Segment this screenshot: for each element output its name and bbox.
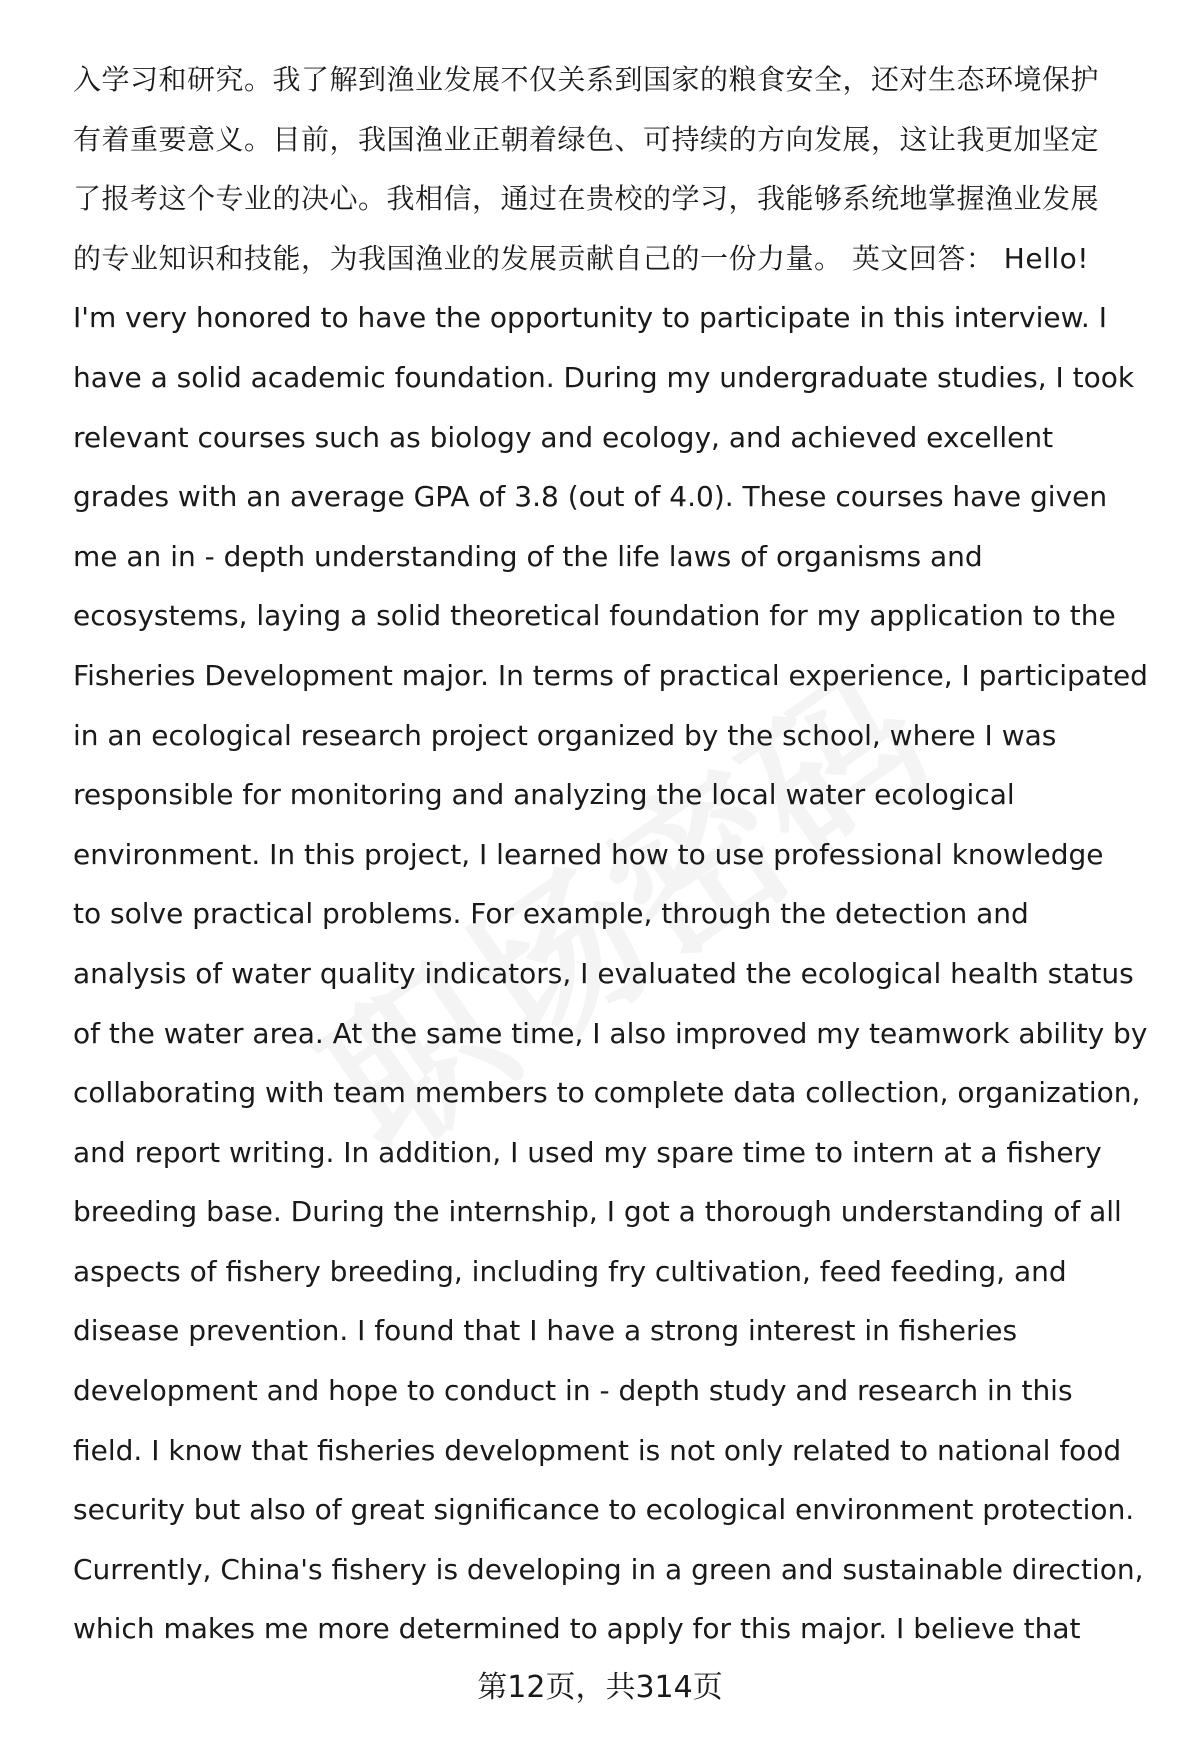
text-line: 的专业知识和技能，为我国渔业的发展贡献自己的一份力量。 英文回答： Hello! <box>73 241 1089 275</box>
text-line: me an in - depth understanding of the life laws of organisms and <box>73 539 983 573</box>
text-line: field. I know that fisheries development is not only related to national food <box>73 1433 1122 1467</box>
text-line: have a solid academic foundation. During my undergraduate studies, I took <box>73 360 1135 394</box>
text-line: Fisheries Development major. In terms of practical experience, I participated <box>73 658 1148 692</box>
page-number: 第12页，共314页 <box>477 1670 723 1705</box>
text-line: in an ecological research project organized by the school, where I was <box>73 718 1057 752</box>
text-line: responsible for monitoring and analyzing the local water ecological <box>73 778 1015 812</box>
text-line: security but also of great significance to ecological environment protection. <box>73 1493 1135 1527</box>
text-line: which makes me more determined to apply for this major. I believe that <box>73 1612 1081 1646</box>
text-line: grades with an average GPA of 3.8 (out of 4.0). These courses have given <box>73 480 1108 514</box>
body-text <box>73 50 1153 1659</box>
text-line: to solve practical problems. For example, through the detection and <box>73 897 1029 931</box>
text-line: 入学习和研究。我了解到渔业发展不仅关系到国家的粮食安全，还对生态环境保护 <box>73 63 1100 96</box>
text-line: 了报考这个专业的决心。我相信，通过在贵校的学习，我能够系统地掌握渔业发展 <box>73 182 1100 216</box>
text-line: environment. In this project, I learned how to use professional knowledge <box>73 837 1104 871</box>
text-line: disease prevention. I found that I have a strong interest in fisheries <box>73 1314 1018 1348</box>
text-line: 有着重要意义。目前，我国渔业正朝着绿色、可持续的方向发展，这让我更加坚定 <box>73 122 1100 156</box>
text-line: aspects of fishery breeding, including fry cultivation, feed feeding, and <box>73 1254 1067 1288</box>
text-line: collaborating with team members to complete data collection, organization, <box>73 1076 1141 1110</box>
text-line: relevant courses such as biology and ecology, and achieved excellent <box>73 420 1054 454</box>
text-line: breeding base. During the internship, I got a thorough understanding of all <box>73 1195 1122 1229</box>
text-line: analysis of water quality indicators, I evaluated the ecological health status <box>73 956 1134 990</box>
text-line: of the water area. At the same time, I also improved my teamwork ability by <box>73 1016 1148 1050</box>
text-line: Currently, China's fishery is developing in a green and sustainable direction, <box>73 1552 1144 1586</box>
text-line: development and hope to conduct in - depth study and research in this <box>73 1374 1073 1408</box>
text-line: I'm very honored to have the opportunity to participate in this interview. I <box>73 301 1107 335</box>
text-line: ecosystems, laying a solid theoretical foundation for my application to the <box>73 599 1116 633</box>
text-line: and report writing. In addition, I used my spare time to intern at a fishery <box>73 1135 1102 1169</box>
